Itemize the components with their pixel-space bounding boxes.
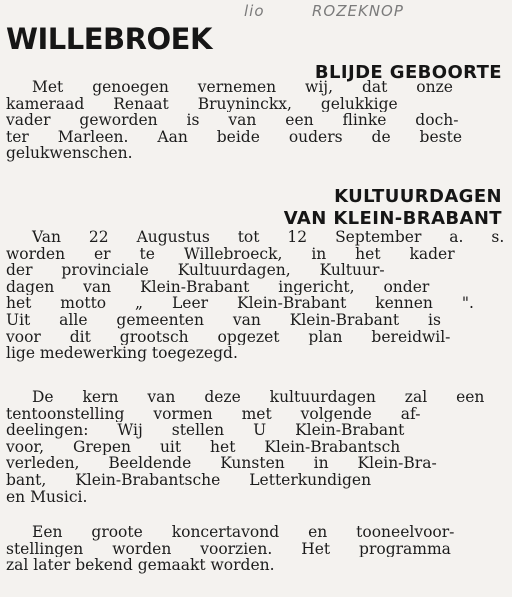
body-line: dagen van Klein-Brabant ingericht, onder <box>6 278 430 296</box>
body-line: De kern van deze kultuurdagen zal een <box>32 389 485 406</box>
body-line: deelingen: Wij stellen U Klein-Brabant <box>6 422 405 439</box>
body-line: Met genoegen vernemen wij, dat onze <box>32 79 453 96</box>
body-line: Van 22 Augustus tot 12 September a. s. <box>32 229 504 246</box>
handwritten-note-left: lio <box>244 2 265 20</box>
body-line: vader geworden is van een flinke doch- <box>6 112 459 129</box>
body-line: zal later bekend gemaakt worden. <box>6 557 275 574</box>
body-line: tentoonstelling vormen met volgende af- <box>6 405 421 423</box>
article1-heading: BLIJDE GEBOORTE <box>314 62 502 83</box>
article2-paragraph-2 <box>6 389 504 505</box>
body-line: Uit alle gemeenten van Klein-Brabant is <box>6 311 441 329</box>
article2-paragraph-1 <box>6 229 504 362</box>
body-line: ter Marleen. Aan beide ouders de beste <box>6 128 462 146</box>
article2-paragraph-3 <box>6 524 504 574</box>
article1-body <box>6 79 504 162</box>
handwritten-note-right: ROZEKNOP <box>312 2 404 20</box>
body-line: gelukwenschen. <box>6 145 133 162</box>
body-line: verleden, Beeldende Kunsten in Klein-Bra- <box>6 455 437 472</box>
body-line: worden er te Willebroeck, in het kader <box>6 245 455 263</box>
body-line: bant, Klein-Brabantsche Letterkundigen <box>6 471 372 489</box>
body-line: het motto „ Leer Klein-Brabant kennen ". <box>6 295 474 312</box>
body-line: lige medewerking toegezegd. <box>6 345 238 362</box>
body-line: der provinciale Kultuurdagen, Kultuur- <box>6 262 385 279</box>
body-line: voor, Grepen uit het Klein-Brabantsch <box>6 438 401 456</box>
article2-heading-line2: VAN KLEIN-BRABANT <box>283 208 502 229</box>
article2-heading-line1: KULTUURDAGEN <box>334 186 502 207</box>
body-line: kameraad Renaat Bruyninckx, gelukkige <box>6 95 398 113</box>
masthead-title: WILLEBROEK <box>6 22 212 56</box>
body-line: stellingen worden voorzien. Het programma <box>6 540 451 558</box>
body-line: Een groote koncertavond en tooneelvoor- <box>32 524 455 541</box>
body-line: voor dit grootsch opgezet plan bereidwil- <box>6 328 451 346</box>
body-line: en Musici. <box>6 488 88 506</box>
